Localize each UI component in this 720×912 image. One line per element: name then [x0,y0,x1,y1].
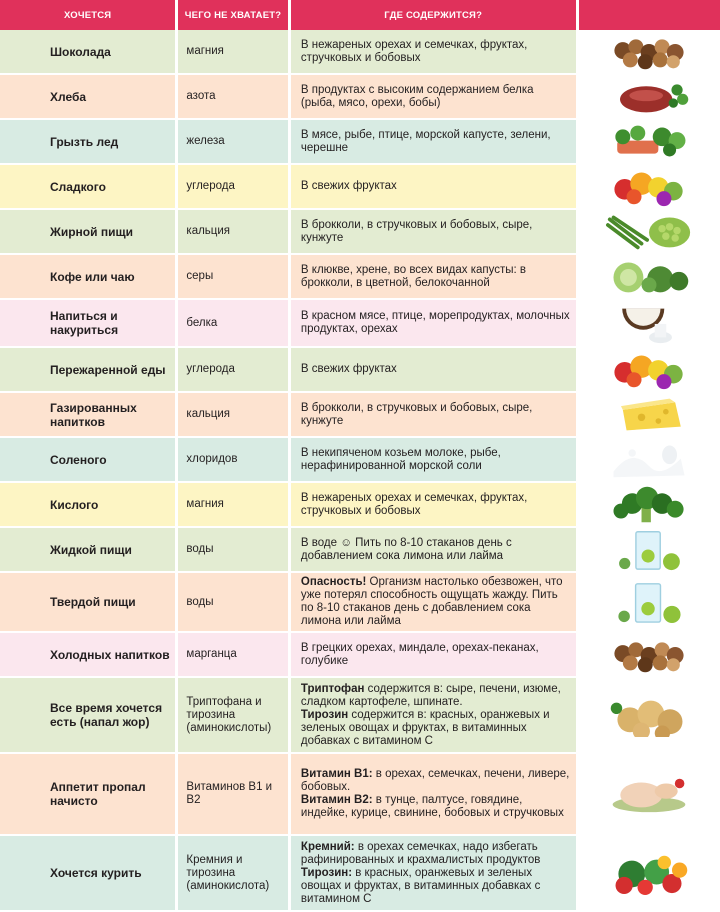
table-row [0,348,720,393]
craving-cell: Шоколада [0,30,175,73]
craving-cell: Хлеба [0,75,175,118]
craving-cell: Грызть лед [0,120,175,163]
cheese-icon [579,393,720,436]
deficiency-cell: углерода [178,348,288,391]
table-row [0,836,720,912]
craving-cell: Жидкой пищи [0,528,175,571]
craving-cell: Пережаренной еды [0,348,175,391]
craving-cell: Аппетит пропал начисто [0,754,175,834]
deficiency-cell: магния [178,483,288,526]
deficiency-cell: Триптофана и тирозина (аминокислоты) [178,678,288,752]
deficiency-cell: марганца [178,633,288,676]
craving-cell: Кислого [0,483,175,526]
nuts-icon [579,633,720,676]
deficiency-cell: азота [178,75,288,118]
source-cell: В продуктах с высоким содержанием белка (рыба, мясо, орехи, бобы) [291,75,576,118]
craving-cell: Соленого [0,438,175,481]
source-cell: В красном мясе, птице, морепродуктах, молочных продуктах, орехах [291,300,576,346]
deficiency-cell: воды [178,573,288,631]
craving-cell: Жирной пищи [0,210,175,253]
craving-cell: Напиться и накуриться [0,300,175,346]
broccoli-icon [579,483,720,526]
nuts-icon [579,30,720,73]
source-cell: В некипяченом козьем молоке, рыбе, нерафинированной морской соли [291,438,576,481]
table-row [0,255,720,300]
table-row [0,300,720,348]
deficiency-cell: Витаминов В1 и В2 [178,754,288,834]
deficiency-cell: углерода [178,165,288,208]
header-where: ГДЕ СОДЕРЖИТСЯ? [291,0,576,30]
cabbage-icon [579,255,720,298]
deficiency-cell: кальция [178,393,288,436]
table-row [0,120,720,165]
deficiency-cell: воды [178,528,288,571]
table-row [0,633,720,678]
craving-cell: Кофе или чаю [0,255,175,298]
table-row [0,678,720,754]
source-cell: В воде ☺ Пить по 8-10 стаканов день с добавлением сока лимона или лайма [291,528,576,571]
header-image [579,0,720,30]
source-cell: В нежареных орехах и семечках, фруктах, стручковых и бобовых [291,483,576,526]
source-cell: В мясе, рыбе, птице, морской капусте, зелени, черешне [291,120,576,163]
chicken-icon [579,754,720,834]
source-cell: Кремний: в орехах семечках, надо избегать рафинированных и крахмалистых продуктов Тирозин: в красных, оранжевых и зеленых овощах и фруктах, в витаминных добавках с витамином С [291,836,576,910]
table-row [0,528,720,573]
craving-cell: Сладкого [0,165,175,208]
source-cell: Витамин В1: в орехах, семечках, печени, ливере, бобовых. Витамин В2: в тунце, палтусе, говядине, индейке, курице, свинине, бобовых и стручковых [291,754,576,834]
fruits-icon [579,348,720,391]
deficiency-cell: белка [178,300,288,346]
table-row [0,75,720,120]
header-want: ХОЧЕТСЯ [0,0,175,30]
source-cell: В брокколи, в стручковых и бобовых, сыре, кунжуте [291,210,576,253]
source-cell: В грецких орехах, миндале, орехах-пеканах, голубике [291,633,576,676]
potatoes-icon [579,678,720,752]
table-row [0,573,720,633]
craving-cell: Все время хочется есть (напал жор) [0,678,175,752]
table-row [0,438,720,483]
water-glass-icon [579,573,720,631]
craving-cell: Хочется курить [0,836,175,910]
table-row [0,483,720,528]
header-lack: ЧЕГО НЕ ХВАТАЕТ? [178,0,288,30]
deficiency-cell: магния [178,30,288,73]
source-cell: В свежих фруктах [291,348,576,391]
table-body [0,30,720,912]
deficiency-cell: железа [178,120,288,163]
coconut-icon [579,300,720,346]
source-cell: В брокколи, в стручковых и бобовых, сыре, кунжуте [291,393,576,436]
craving-cell: Холодных напитков [0,633,175,676]
table-row [0,30,720,75]
deficiency-cell: Кремния и тирозина (аминокислота) [178,836,288,910]
source-cell: Триптофан содержится в: сыре, печени, изюме, сладком картофеле, шпинате. Тирозин содержится в: красных, оранжевых и зеленых овощах и фруктах, в витаминных добавках с витамином С [291,678,576,752]
source-cell: Опасность! Организм настолько обезвожен, что уже потерял способность ощущать жажду. Пить по 8-10 стаканов день с добавлением сока лимона или лайма [291,573,576,631]
table-row [0,165,720,210]
deficiency-cell: серы [178,255,288,298]
source-cell: В нежареных орехах и семечках, фруктах, стручковых и бобовых [291,30,576,73]
deficiency-cell: кальция [178,210,288,253]
table-row [0,210,720,255]
table-header [0,0,720,30]
table-row [0,754,720,836]
fruits-icon [579,165,720,208]
vegetables-icon [579,836,720,910]
deficiency-cell: хлоридов [178,438,288,481]
fish-greens-icon [579,120,720,163]
table-row [0,393,720,438]
source-cell: В свежих фруктах [291,165,576,208]
beans-icon [579,210,720,253]
water-glass-icon [579,528,720,571]
craving-cell: Твердой пищи [0,573,175,631]
source-cell: В клюкве, хрене, во всех видах капусты: в брокколи, в цветной, белокочанной [291,255,576,298]
milk-icon [579,438,720,481]
craving-cell: Газированных напитков [0,393,175,436]
meat-icon [579,75,720,118]
